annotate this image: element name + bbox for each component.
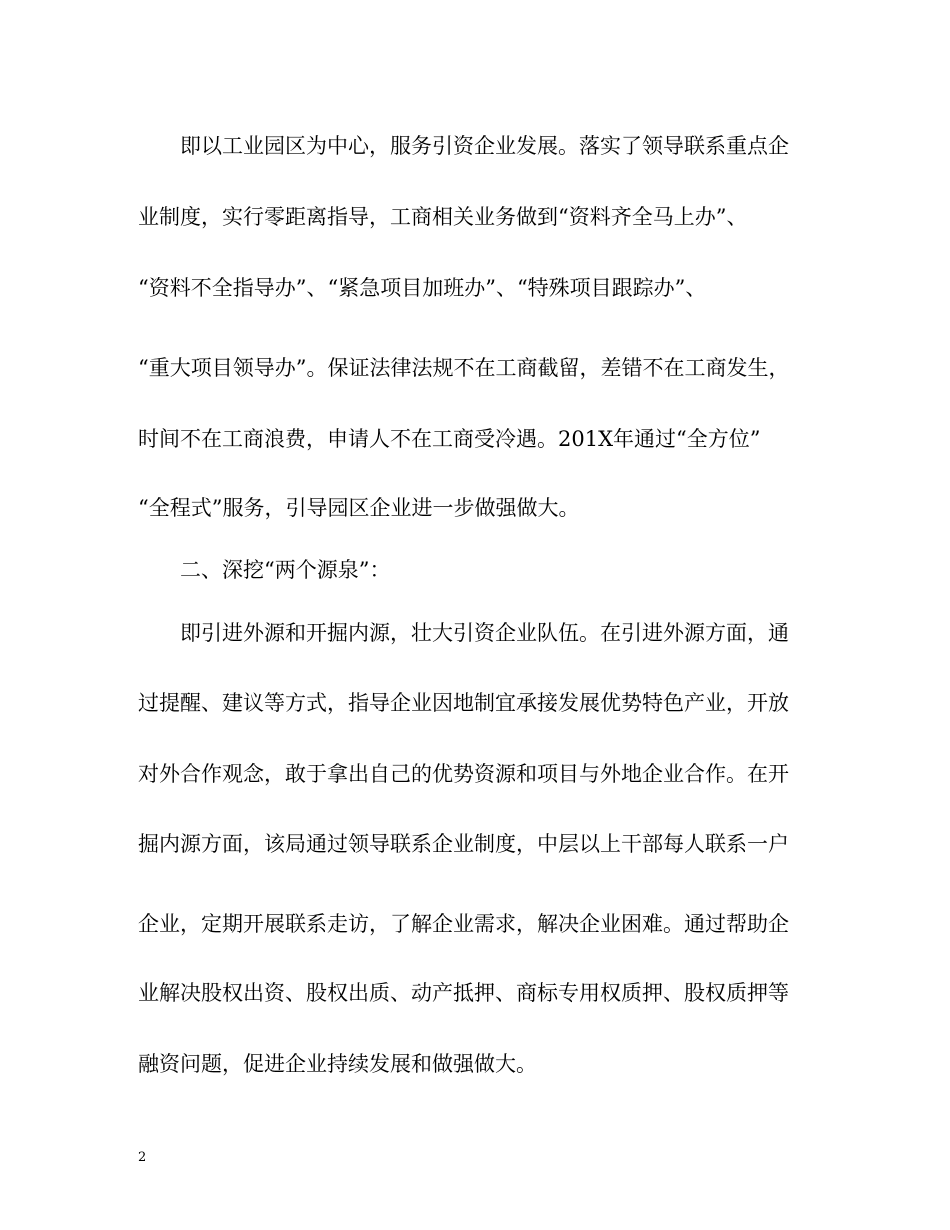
- paragraph-2-line-6: 业解决股权出资、股权出质、动产抵押、商标专用权质押、股权质押等: [138, 981, 789, 1005]
- paragraph-1-line-2: 业制度，实行零距离指导，工商相关业务做到“资料齐全马上办”、: [138, 205, 748, 229]
- paragraph-2-line-1: 即引进外源和开掘内源，壮大引资企业队伍。在引进外源方面，通: [180, 621, 789, 645]
- paragraph-1-line-3: “资料不全指导办”、“紧急项目加班办”、“特殊项目跟踪办”、: [138, 276, 707, 300]
- paragraph-2-line-4: 掘内源方面，该局通过领导联系企业制度，中层以上干部每人联系一户: [138, 832, 789, 856]
- paragraph-2-line-7: 融资问题，促进企业持续发展和做强做大。: [138, 1052, 537, 1076]
- paragraph-1-line-5: 时间不在工商浪费，申请人不在工商受冷遇。201X年通过“全方位”: [138, 427, 761, 451]
- page-number: 2: [138, 1150, 147, 1165]
- paragraph-1-line-6: “全程式”服务，引导园区企业进一步做强做大。: [138, 496, 580, 520]
- paragraph-2-line-3: 对外合作观念，敢于拿出自己的优势资源和项目与外地企业合作。在开: [138, 762, 789, 786]
- section-heading: 二、深挖“两个源泉”：: [180, 558, 391, 582]
- paragraph-1-line-4: “重大项目领导办”。保证法律法规不在工商截留，差错不在工商发生，: [138, 356, 790, 380]
- paragraph-1-line-1: 即以工业园区为中心，服务引资企业发展。落实了领导联系重点企: [180, 134, 789, 158]
- paragraph-2-line-2: 过提醒、建议等方式，指导企业因地制宜承接发展优势特色产业，开放: [138, 691, 789, 715]
- paragraph-2-line-5: 企业，定期开展联系走访，了解企业需求，解决企业困难。通过帮助企: [138, 912, 789, 936]
